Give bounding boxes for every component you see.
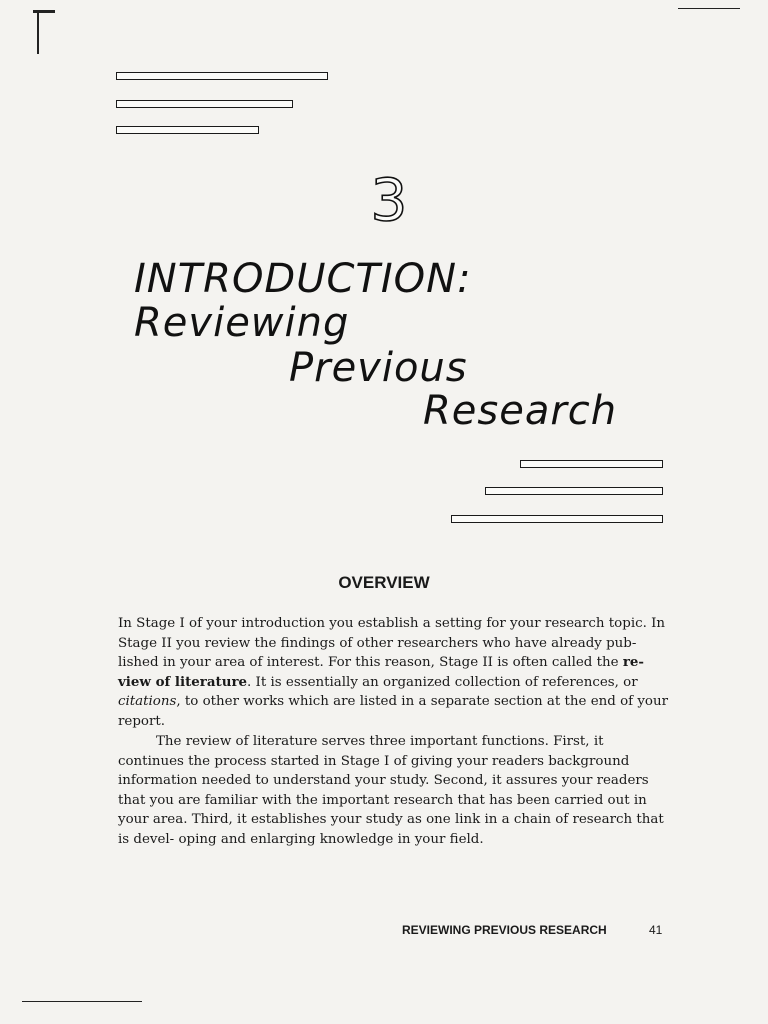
top-right-rule <box>678 8 740 9</box>
key-term: re- view of literature <box>118 654 644 690</box>
decorative-bar <box>116 126 259 134</box>
chapter-title-line-1: INTRODUCTION: <box>134 256 472 302</box>
chapter-title-line-4: Research <box>423 388 618 434</box>
section-heading: OVERVIEW <box>338 573 430 592</box>
key-term-italic: citations <box>118 694 177 710</box>
body-paragraph: The review of literature serves three important functions. First, it continues the process started in Stage I of giving your readers background information needed to understand your study. Second, it assures your readers that you are familiar with the important research that has been carried out in your area. Third, it establishes your study as one link in a chain of research that is devel- oping and enlarging knowledge in your field. <box>118 734 664 847</box>
chapter-number <box>366 172 412 226</box>
decorative-bar <box>116 72 328 80</box>
page-number: 41 <box>649 923 663 937</box>
corner-mark-stem <box>37 10 39 54</box>
chapter-title-line-2: Reviewing <box>134 300 350 346</box>
decorative-bar <box>485 487 663 495</box>
body-paragraph: In Stage I of your introduction you establish a setting for your research topic. In Stage II you review the findings of other researchers who have already pub- lished in your area of interest. For this reason, Stage II is often called the re- view of literature. It is essentially an organized collection of references, or citations, to other works which are listed in a separate section at the end of your report. <box>118 616 669 729</box>
decorative-bar <box>520 460 663 468</box>
running-footer: REVIEWING PREVIOUS RESEARCH <box>402 923 607 937</box>
chapter-title-line-3: Previous <box>289 345 468 391</box>
decorative-bar <box>451 515 663 523</box>
bottom-left-rule <box>22 1001 142 1002</box>
svg-text:3: 3 <box>370 172 408 226</box>
decorative-bar <box>116 100 293 108</box>
